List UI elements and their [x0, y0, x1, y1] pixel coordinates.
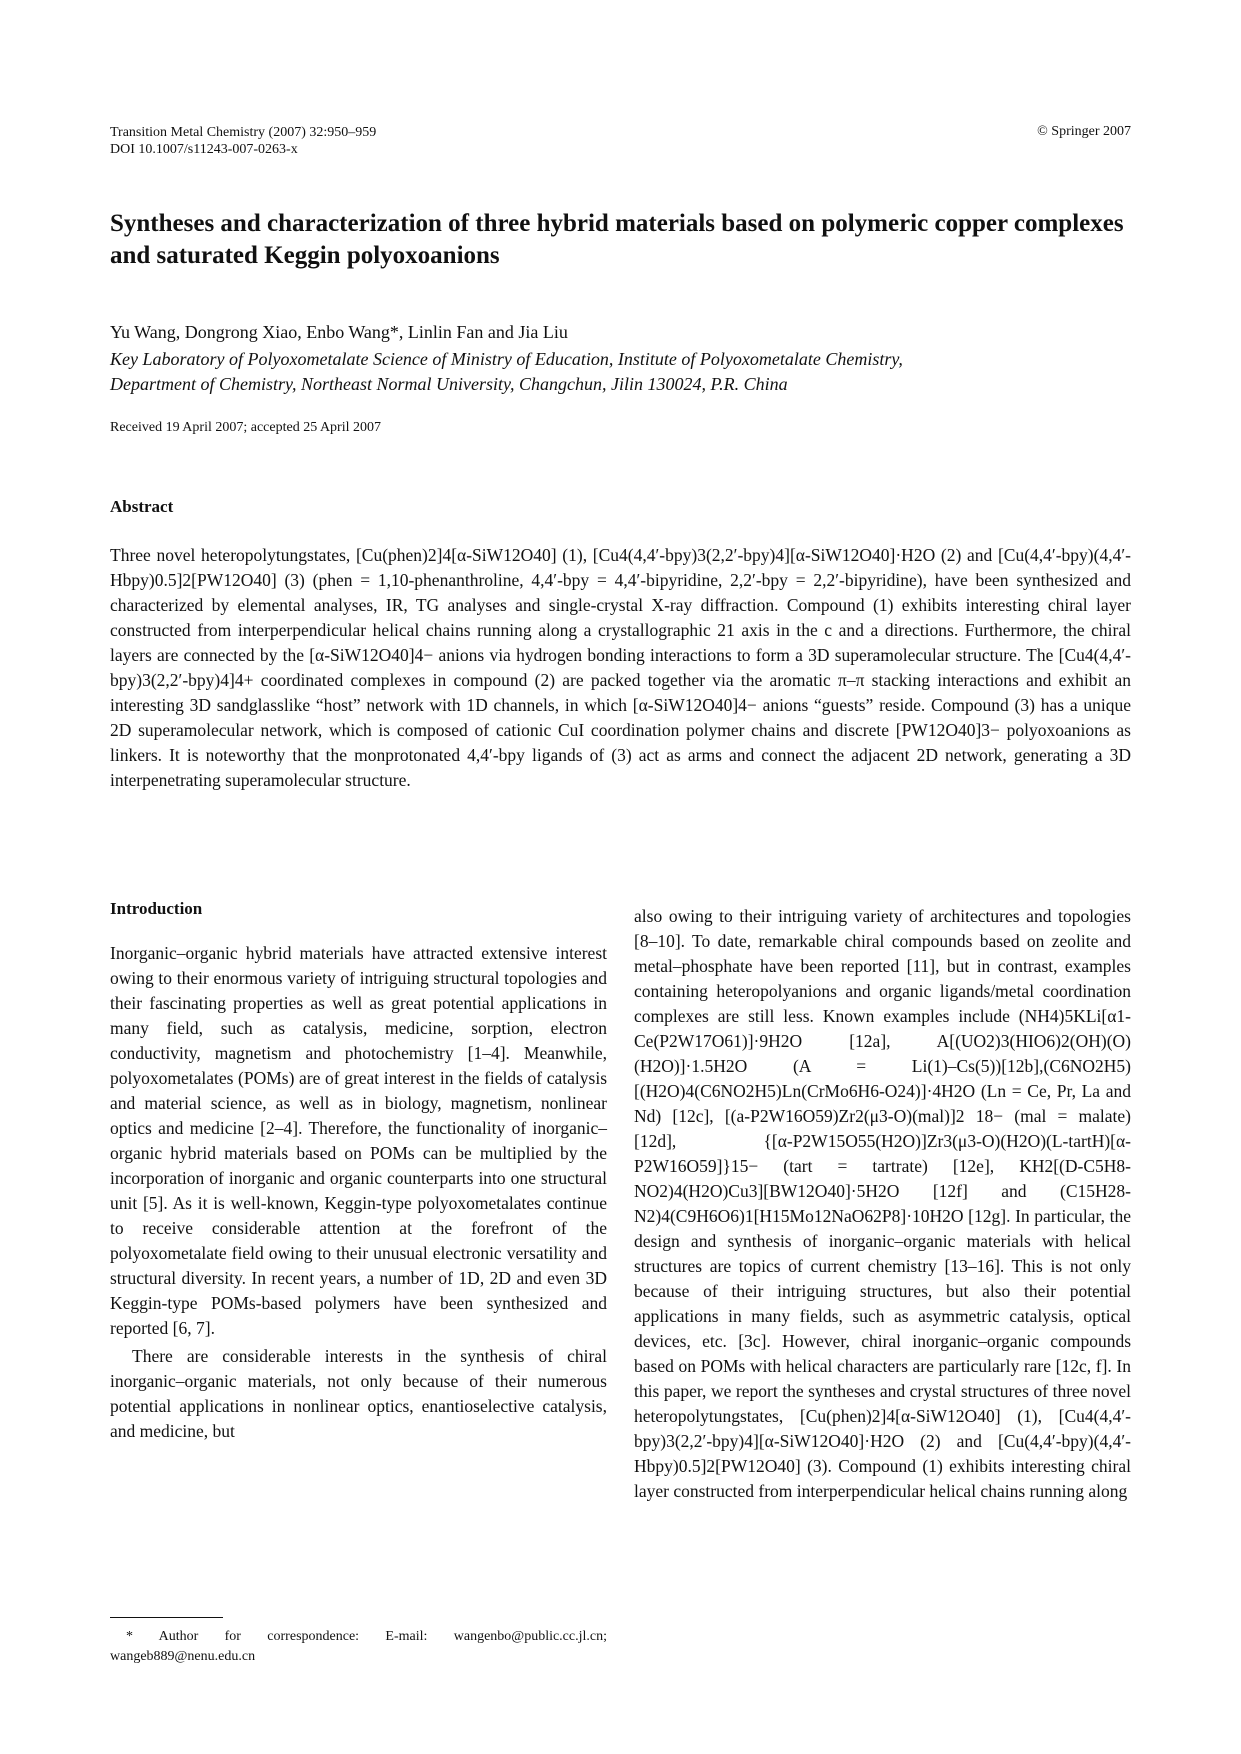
intro-paragraph-continued: also owing to their intriguing variety of architectures and topologies [8–10]. To date, remarkable chiral compounds based on zeolite and metal–phosphate have been reported [11], but in contrast, examples containing heteropolyanions and organic ligands/metal coordination complexes are still less. Known examples include (NH4)5KLi[α1-Ce(P2W17O61)]·9H2O [12a], A[(UO2)3(HIO6)2(OH)(O)(H2O)]·1.5H2O (A = Li(1)–Cs(5))[12b],(C6NO2H5)[(H2O)4(C6NO2H5)Ln(CrMo6H6-O24)]·4H2O (Ln = Ce, Pr, La and Nd) [12c], [(a-P2W16O59)Zr2(μ3-O)(mal)]2 18− (mal = malate) [12d], {[α-P2W15O55(H2O)]Zr3(μ3-O)(H2O)(L-tartH)[α-P2W16O59]}15− (tart = tartrate) [12e], KH2[(D-C5H8-NO2)4(H2O)Cu3][BW12O40]·5H2O [12f] and (C15H28-N2)4(C9H6O6)1[H15Mo12NaO62P8]·10H2O [12g]. In particular, the design and synthesis of inorganic–organic materials with helical structures are topics of current chemistry [13–16]. This is not only because of their intriguing structures, but also their potential applications in many fields, such as asymmetric catalysis, optical devices, etc. [3c]. However, chiral inorganic–organic compounds based on POMs with helical characters are particularly rare [12c, f]. In this paper, we report the syntheses and crystal structures of three novel heteropolytungstates, [Cu(phen)2]4[α-SiW12O40] (1), [Cu4(4,4′-bpy)3(2,2′-bpy)4][α-SiW12O40]·H2O (2) and [Cu(4,4′-bpy)(4,4′-Hbpy)0.5]2[PW12O40] (3). Compound (1) exhibits interesting chiral layer constructed from interperpendicular helical chains running along: [634, 906, 1131, 1501]
journal-citation: Transition Metal Chemistry (2007) 32:950–959: [110, 125, 377, 140]
right-column: [634, 904, 1131, 1504]
intro-paragraph-1: Inorganic–organic hybrid materials have attracted extensive interest owing to their enormous variety of intriguing structural topologies and their fascinating properties as well as great potential applications in many field, such as catalysis, medicine, sorption, electron conductivity, magnetism and photochemistry [1–4]. Meanwhile, polyoxometalates (POMs) are of great interest in the fields of catalysis and material science, as well as in biology, magnetism, nonlinear optics and medicine [2–4]. Therefore, the functionality of inorganic–organic hybrid materials based on POMs can be multiplied by the incorporation of inorganic and organic counterparts into one structural unit [5]. As it is well-known, Keggin-type polyoxometalates continue to receive considerable attention at the forefront of the polyoxometalate field owing to their unusual electronic versatility and structural diversity. In recent years, a number of 1D, 2D and even 3D Keggin-type POMs-based polymers have been synthesized and reported [6, 7].: [110, 943, 607, 1338]
copyright-notice: © Springer 2007: [1037, 124, 1131, 139]
intro-paragraph-2: There are considerable interests in the synthesis of chiral inorganic–organic materials, not only because of their numerous potential applications in nonlinear optics, enantioselective catalysis, and medicine, but: [110, 1346, 607, 1441]
author-list: Yu Wang, Dongrong Xiao, Enbo Wang*, Linlin Fan and Jia Liu: [110, 322, 568, 342]
abstract-text: Three novel heteropolytungstates, [Cu(phen)2]4[α-SiW12O40] (1), [Cu4(4,4′-bpy)3(2,2′-bpy)4][α-SiW12O40]·H2O (2) and [Cu(4,4′-bpy)(4,4′-Hbpy)0.5]2[PW12O40] (3) (phen = 1,10-phenanthroline, 4,4′-bpy = 4,4′-bipyridine, 2,2′-bpy = 2,2′-bipyridine), have been synthesized and characterized by elemental analyses, IR, TG analyses and single-crystal X-ray diffraction. Compound (1) exhibits interesting chiral layer constructed from interperpendicular helical chains running along a crystallographic 21 axis in the c and a directions. Furthermore, the chiral layers are connected by the [α-SiW12O40]4− anions via hydrogen bonding interactions to form a 3D superamolecular structure. The [Cu4(4,4′-bpy)3(2,2′-bpy)4]4+ coordinated complexes in compound (2) are packed together via the aromatic π–π stacking interactions and exhibit an interesting 3D sandglasslike “host” network with 1D channels, in which [α-SiW12O40]4− anions “guests” reside. Compound (3) has a unique 2D superamolecular network, which is composed of cationic CuI coordination polymer chains and discrete [PW12O40]3− polyoxoanions as linkers. It is noteworthy that the monprotonated 4,4′-bpy ligands of (3) act as arms and connect the adjacent 2D network, generating a 3D interpenetrating superamolecular structure.: [110, 545, 1131, 790]
left-column: [110, 896, 607, 1444]
affiliation-line-1: Key Laboratory of Polyoxometalate Science of Ministry of Education, Institute of Polyoxometalate Chemistry,: [110, 349, 903, 369]
correspondence-footnote: * Author for correspondence: E-mail: wangenbo@public.cc.jl.cn; wangeb889@nenu.edu.cn: [110, 1629, 607, 1664]
footnote-rule: [110, 1617, 223, 1618]
paper-title: Syntheses and characterization of three hybrid materials based on polymeric copper complexes and saturated Keggin polyoxoanions: [110, 210, 1124, 269]
affiliation: [110, 347, 1131, 397]
received-dates: Received 19 April 2007; accepted 25 April 2007: [110, 420, 381, 435]
doi: DOI 10.1007/s11243-007-0263-x: [110, 142, 298, 157]
introduction-heading: Introduction: [110, 899, 203, 918]
abstract-heading: Abstract: [110, 497, 174, 516]
journal-header: [110, 124, 376, 158]
affiliation-line-2: Department of Chemistry, Northeast Normal University, Changchun, Jilin 130024, P.R. China: [110, 374, 788, 394]
